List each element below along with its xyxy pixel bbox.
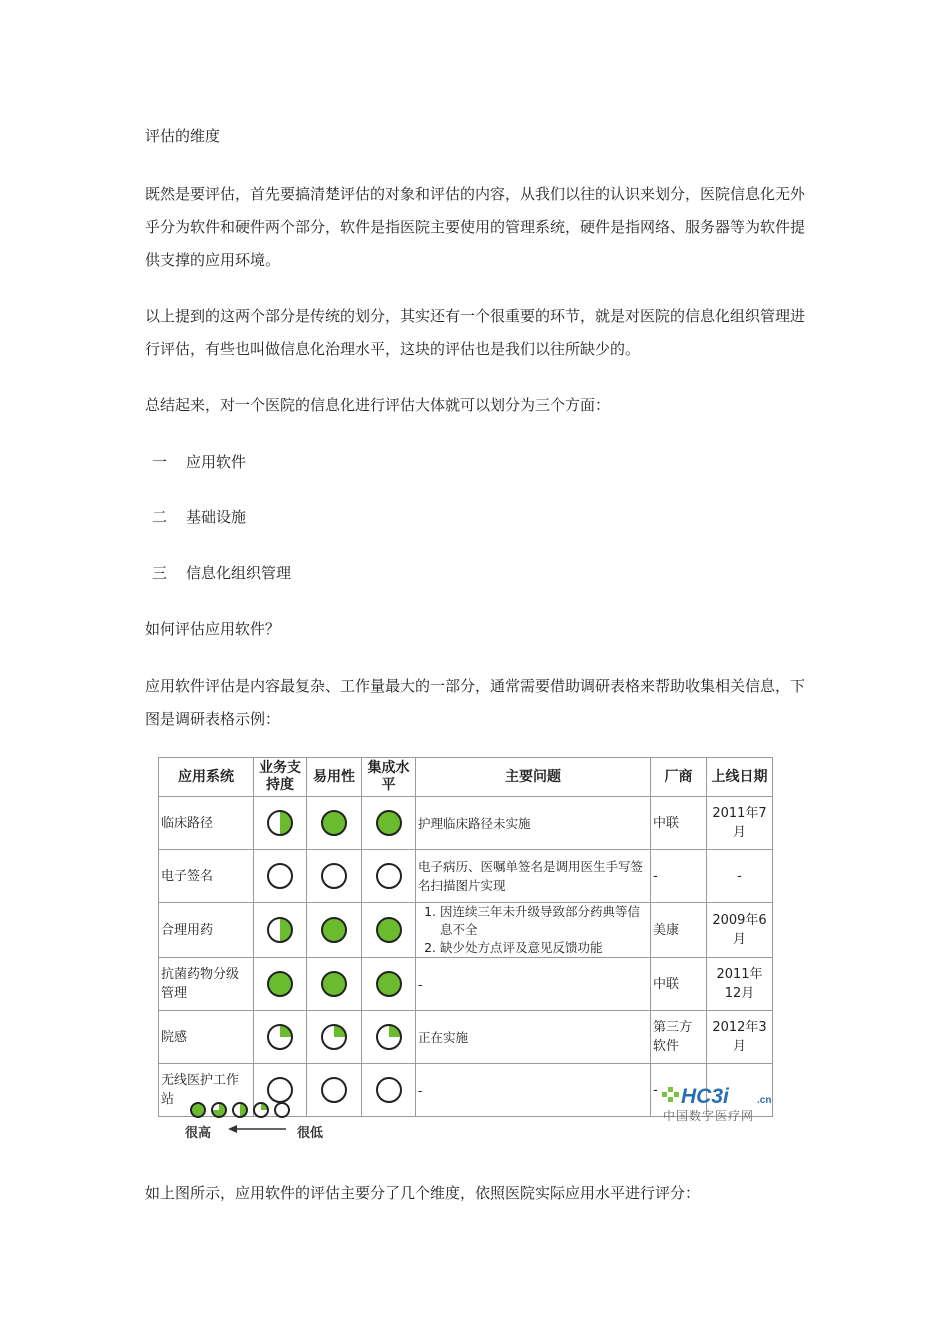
- table-row: [159, 1011, 773, 1064]
- list-text: 基础设施: [186, 508, 247, 526]
- cell-integration: [362, 903, 416, 958]
- survey-table-figure: [155, 754, 787, 1142]
- harvey-ball-icon: [375, 1023, 403, 1051]
- harvey-ball-icon: [266, 916, 294, 944]
- brand-name: 中国数字医疗网: [663, 1109, 755, 1123]
- harvey-ball-icon: [320, 809, 348, 837]
- legend-low-label: 很低: [297, 1126, 324, 1141]
- cell-vendor: 中联: [651, 797, 707, 850]
- list-item-it-governance: [152, 562, 291, 584]
- table-row: [159, 850, 773, 903]
- header-integration: 集成水平: [362, 758, 416, 797]
- cell-main-issue: [416, 850, 651, 903]
- header-main-issues: 主要问题: [416, 758, 651, 797]
- issue-list-item: 2. 缺少处方点评及意见反馈功能: [440, 939, 648, 957]
- arrow-left-icon: [228, 1124, 288, 1134]
- paragraph-conclusion: 如上图所示，应用软件的评估主要分了几个维度，依照医院实际应用水平进行评分：: [145, 1184, 701, 1202]
- issue-text: 护理临床路径未实施: [418, 815, 531, 831]
- cell-app-name: 电子签名: [159, 850, 254, 903]
- cell-usability: [307, 1011, 362, 1064]
- issue-list-item: 1. 因连续三年未升级导致部分药典等信息不全: [440, 903, 648, 939]
- table-header-row: [159, 758, 773, 797]
- cell-launch-date: -: [707, 850, 773, 903]
- header-app-system: 应用系统: [159, 758, 254, 797]
- cell-main-issue: [416, 1011, 651, 1064]
- cell-launch-date: 2012年3月: [707, 1011, 773, 1064]
- cell-vendor: -: [651, 1064, 707, 1117]
- cell-app-name: 抗菌药物分级管理: [159, 958, 254, 1011]
- harvey-ball-icon: [320, 970, 348, 998]
- cell-vendor: 美康: [651, 903, 707, 958]
- harvey-ball-icon: [273, 1101, 291, 1119]
- table-body: [159, 797, 773, 1117]
- header-launch-date: 上线日期: [707, 758, 773, 797]
- cell-business-support: [254, 797, 307, 850]
- harvey-ball-icon: [375, 916, 403, 944]
- harvey-ball-icon: [210, 1101, 228, 1119]
- cell-main-issue: [416, 797, 651, 850]
- cell-vendor: 中联: [651, 958, 707, 1011]
- cell-integration: [362, 958, 416, 1011]
- list-number: 二: [152, 508, 168, 526]
- paragraph-summary: 总结起来，对一个医院的信息化进行评估大体就可以划分为三个方面：: [145, 396, 611, 414]
- harvey-ball-icon: [252, 1101, 270, 1119]
- harvey-ball-icon: [189, 1101, 207, 1119]
- cell-app-name: 无线医护工作站: [159, 1064, 254, 1117]
- list-text: 信息化组织管理: [186, 564, 292, 582]
- cell-launch-date: 2011年12月: [707, 958, 773, 1011]
- cell-integration: [362, 797, 416, 850]
- logo-suffix: .cn: [757, 1095, 772, 1106]
- cell-usability: [307, 958, 362, 1011]
- cell-main-issue: [416, 1064, 651, 1117]
- cell-usability: [307, 797, 362, 850]
- harvey-ball-icon: [320, 862, 348, 890]
- cell-business-support: [254, 903, 307, 958]
- cell-business-support: [254, 958, 307, 1011]
- list-item-app-software: [152, 451, 246, 473]
- issue-text: 电子病历、医嘱单签名是调用医生手写签名扫描图片实现: [418, 859, 644, 893]
- heading-eval-dimensions: 评估的维度: [145, 127, 221, 145]
- harvey-ball-icon: [231, 1101, 249, 1119]
- list-item-infrastructure: [152, 506, 246, 528]
- cell-usability: [307, 850, 362, 903]
- legend-rating-scale: [189, 1099, 291, 1119]
- table-row: [159, 903, 773, 958]
- harvey-ball-icon: [375, 809, 403, 837]
- table-row: [159, 958, 773, 1011]
- cell-vendor: 第三方软件: [651, 1011, 707, 1064]
- header-business-support: 业务支持度: [254, 758, 307, 797]
- list-text: 应用软件: [186, 453, 247, 471]
- cell-main-issue: [416, 903, 651, 958]
- cell-integration: [362, 1064, 416, 1117]
- cell-launch-date: 2011年7月: [707, 797, 773, 850]
- cell-app-name: 临床路径: [159, 797, 254, 850]
- harvey-ball-icon: [266, 1023, 294, 1051]
- cell-main-issue: [416, 958, 651, 1011]
- cell-integration: [362, 850, 416, 903]
- paragraph-survey-intro: 应用软件评估是内容最复杂、工作量最大的一部分，通常需要借助调研表格来帮助收集相关信息，下图是调研表格示例：: [145, 677, 806, 728]
- header-usability: 易用性: [307, 758, 362, 797]
- cell-app-name: 院感: [159, 1011, 254, 1064]
- heading-how-to-evaluate: 如何评估应用软件？: [145, 620, 281, 638]
- header-vendor: 厂商: [651, 758, 707, 797]
- harvey-ball-icon: [266, 862, 294, 890]
- harvey-ball-icon: [266, 809, 294, 837]
- issue-text: -: [418, 1082, 423, 1098]
- issue-list: [418, 903, 648, 957]
- harvey-ball-icon: [375, 970, 403, 998]
- cell-app-name: 合理用药: [159, 903, 254, 958]
- cell-business-support: [254, 850, 307, 903]
- harvey-ball-icon: [375, 1076, 403, 1104]
- cell-business-support: [254, 1011, 307, 1064]
- harvey-ball-icon: [375, 862, 403, 890]
- cell-vendor: -: [651, 850, 707, 903]
- logo-mark: [662, 1087, 679, 1102]
- list-number: 三: [152, 564, 168, 582]
- paragraph-governance: 以上提到的这两个部分是传统的划分，其实还有一个很重要的环节，就是对医院的信息化组织管理进行评估，有些也叫做信息化治理水平，这块的评估也是我们以往所缺少的。: [145, 307, 806, 358]
- legend-high-label: 很高: [185, 1126, 212, 1141]
- harvey-ball-icon: [320, 916, 348, 944]
- cell-usability: [307, 903, 362, 958]
- harvey-ball-icon: [320, 1023, 348, 1051]
- issue-text: 正在实施: [418, 1029, 469, 1045]
- survey-table: [158, 757, 773, 1117]
- harvey-ball-icon: [266, 970, 294, 998]
- table-row: [159, 797, 773, 850]
- cell-integration: [362, 1011, 416, 1064]
- cell-usability: [307, 1064, 362, 1117]
- logo-text: HC3i: [681, 1085, 729, 1108]
- cell-launch-date: 2009年6月: [707, 903, 773, 958]
- list-number: 一: [152, 453, 168, 471]
- paragraph-software-hardware: 既然是要评估，首先要搞清楚评估的对象和评估的内容，从我们以往的认识来划分，医院信息化无外乎分为软件和硬件两个部分，软件是指医院主要使用的管理系统，硬件是指网络、服务器等为软件提供支撑的应用环境。: [145, 185, 806, 269]
- issue-text: -: [418, 976, 423, 992]
- harvey-ball-icon: [320, 1076, 348, 1104]
